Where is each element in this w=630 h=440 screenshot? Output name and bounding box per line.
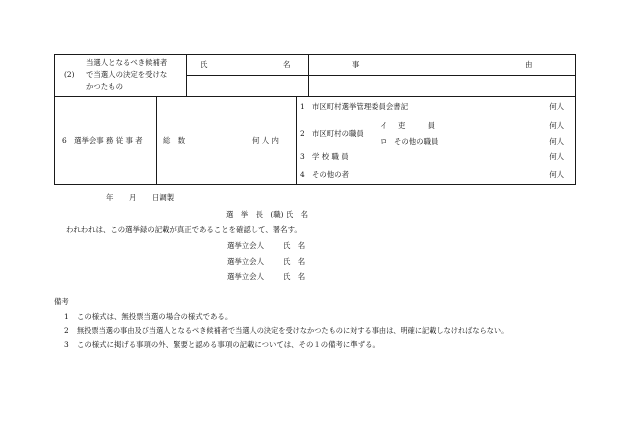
row6-total-label: 総 数 bbox=[163, 136, 186, 145]
witness-3-label: 選挙立会人 bbox=[227, 272, 264, 281]
date-year: 年 bbox=[106, 193, 114, 202]
confirmation-statement: われわれは、この選挙録の記載が真正であることを確認して、署名す。 bbox=[66, 225, 302, 234]
subitem-ro-label: その他の職員 bbox=[394, 137, 439, 146]
table-right-border bbox=[575, 54, 576, 185]
table-top-border bbox=[54, 54, 576, 55]
col-header-reason-1: 事 bbox=[352, 60, 360, 69]
subitem-i-mark: イ bbox=[380, 121, 388, 130]
row6-label-divider bbox=[156, 96, 157, 184]
note-2-text: 無投票当選の事由及び当選人となるべき候補者で当選人の決定を受けなかつたものに対する事由は、明確に記載しなければならない。 bbox=[77, 326, 509, 335]
witness-1-label: 選挙立会人 bbox=[227, 241, 264, 250]
col-header-reason-2: 由 bbox=[525, 60, 533, 69]
note-3-text: この様式に掲げる事項の外、緊要と認める事項の記載については、その１の備考に準ずる。 bbox=[77, 340, 380, 349]
item-3-label: 学 校 職 員 bbox=[312, 152, 349, 161]
item-2-number: 2 bbox=[300, 129, 305, 138]
subitem-i-count: 何人 bbox=[549, 121, 564, 130]
item-4-count: 何人 bbox=[549, 170, 564, 179]
item-1-number: 1 bbox=[300, 102, 305, 111]
row2-label-line-2: で当選人の決定を受けな bbox=[86, 70, 168, 79]
item-2-label: 市区町村の職員 bbox=[312, 129, 364, 138]
subitem-ro-count: 何人 bbox=[549, 137, 564, 146]
subitem-ro-mark: ロ bbox=[380, 137, 388, 146]
item-1-count: 何人 bbox=[549, 102, 564, 111]
item-4-label: その他の者 bbox=[312, 170, 349, 179]
witness-3-name: 氏 名 bbox=[283, 272, 306, 281]
subitem-i-label: 吏 員 bbox=[398, 121, 435, 130]
row2-label-line-1: 当選人となるべき候補者 bbox=[86, 58, 168, 67]
item-4-number: 4 bbox=[300, 170, 305, 179]
election-chair-signature: 選 挙 長 (職) 氏 名 bbox=[226, 210, 309, 219]
date-month: 月 bbox=[129, 193, 137, 202]
note-1-number: 1 bbox=[64, 312, 69, 321]
table-bottom-border bbox=[54, 184, 576, 185]
row2-label-line-3: かつたもの bbox=[86, 82, 123, 91]
item-3-number: 3 bbox=[300, 152, 305, 161]
row6-label: 6 選挙会事 務 従 事 者 bbox=[62, 136, 143, 145]
note-3-number: 3 bbox=[64, 340, 69, 349]
col-header-name-2: 名 bbox=[283, 60, 291, 69]
row6-total-value: 何 人 内 bbox=[252, 136, 279, 145]
row6-total-divider bbox=[296, 96, 297, 184]
date-day-prepared: 日調製 bbox=[152, 193, 175, 202]
witness-1-name: 氏 名 bbox=[283, 241, 306, 250]
note-2-number: 2 bbox=[64, 326, 69, 335]
col-header-name-1: 氏 bbox=[200, 60, 208, 69]
item-1-label: 市区町村選挙管理委員会書記 bbox=[312, 102, 409, 111]
witness-2-label: 選挙立会人 bbox=[227, 257, 264, 266]
row2-number: (2) bbox=[64, 70, 75, 79]
witness-2-name: 氏 名 bbox=[283, 257, 306, 266]
table-row-divider bbox=[54, 96, 576, 97]
item-3-count: 何人 bbox=[549, 152, 564, 161]
note-1-text: この様式は、無投票当選の場合の様式である。 bbox=[77, 312, 233, 321]
table-left-border bbox=[54, 54, 55, 185]
notes-heading: 備考 bbox=[54, 297, 69, 306]
row2-header-divider bbox=[186, 75, 576, 76]
